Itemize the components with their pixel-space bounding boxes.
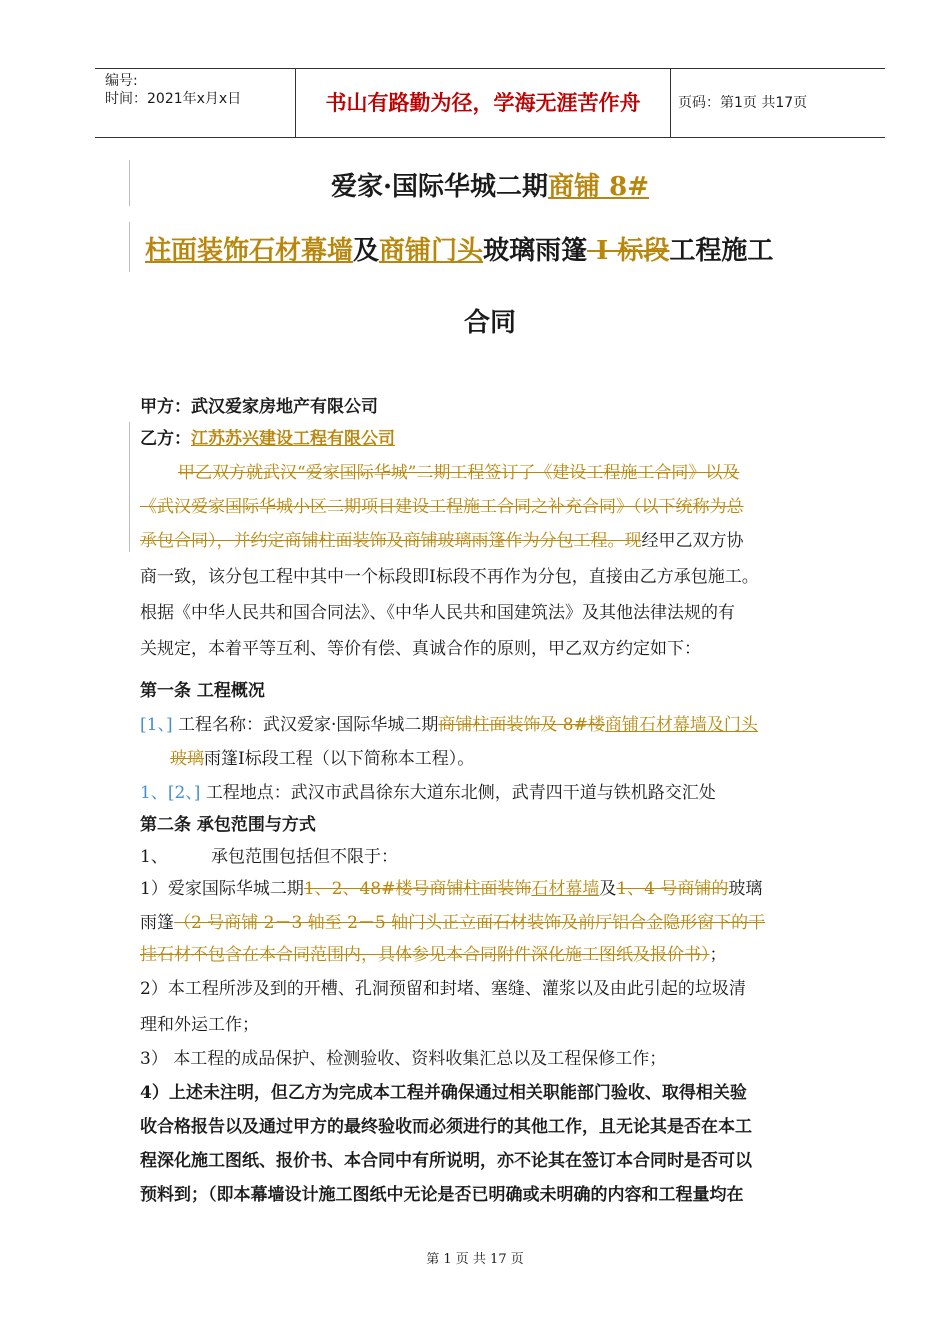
list-number: [1、] xyxy=(140,715,173,735)
item-text: 工程名称：武汉爱家·国际华城二期 xyxy=(178,715,439,735)
item-inserted: 商铺 xyxy=(604,715,639,735)
intro-line: 商一致，该分包工程中其中一个标段即Ⅰ标段不再作为分包，直接由乙方承包施工。 xyxy=(140,567,759,587)
intro-line: 根据《中华人民共和国合同法》、《中华人民共和国建筑法》及其他法律法规的有 xyxy=(140,603,735,623)
item-deleted: 1、4 号商铺的 xyxy=(616,879,729,899)
intro-deleted: 甲乙双方就武汉“爱家国际华城”二期工程签订了《建设工程施工合同》以及 xyxy=(178,463,740,483)
item-text: 雨篷Ⅰ标段工程（以下简称本工程）。 xyxy=(204,749,475,769)
article-2-item-1-cont xyxy=(140,940,727,965)
revision-bar xyxy=(129,222,130,272)
item-text: 及 xyxy=(599,879,617,899)
article-2-item-2: 2）本工程所涉及到的开槽、孔洞预留和封堵、塞缝、灌浆以及由此引起的垃圾清 xyxy=(140,979,746,999)
header-left-cell xyxy=(95,69,295,137)
article-2-heading: 第二条 承包范围与方式 xyxy=(140,815,316,835)
list-number: 1、[2、] xyxy=(140,783,201,803)
item-deleted: 商铺柱面装饰及 8#楼 xyxy=(438,715,605,735)
item-text: 工程地点：武汉市武昌徐东大道东北侧，武青四干道与铁机路交汇处 xyxy=(205,783,716,803)
intro-deleted: 《武汉爱家国际华城小区二期项目建设工程施工合同之补充合同》（以下统称为总 xyxy=(140,497,744,517)
intro-line xyxy=(140,526,744,551)
title-revision: 柱面装饰 xyxy=(145,236,250,266)
item-text: ； xyxy=(709,945,727,965)
article-2-item-3: 3） 本工程的成品保护、检测验收、资料收集汇总以及工程保修工作； xyxy=(140,1049,667,1069)
label-number: 编号: xyxy=(105,73,138,89)
article-1-item-2 xyxy=(140,778,716,803)
header-page-info: 页码：第1页 共17页 xyxy=(678,95,808,111)
title-text: 工程施工 xyxy=(669,236,774,266)
title-text: 爱家·国际华城二期 xyxy=(331,172,549,202)
header-table xyxy=(95,68,885,138)
intro-deleted: 承包合同），并约定商铺柱面装饰及商铺玻璃雨篷作为分包工程。现 xyxy=(140,531,642,551)
header-motto: 书山有路勤为径，学海无涯苦作舟 xyxy=(295,69,671,137)
item-deleted: 1、2、48#楼号商铺柱面装饰 xyxy=(303,879,532,899)
title-line-2 xyxy=(145,230,845,267)
article-1-item-1-cont xyxy=(170,744,474,769)
item-deleted: 挂石材不包含在本合同范围内，具体参见本合同附件深化施工图纸及报价书） xyxy=(140,945,710,965)
party-a: 甲方：武汉爱家房地产有限公司 xyxy=(140,397,378,417)
title-revision: 商铺 xyxy=(379,236,432,266)
party-b-name: 江苏苏兴建设工程有限公司 xyxy=(191,429,395,449)
revision-bar xyxy=(129,160,130,206)
article-2-item-4-cont: 预料到；（即本幕墙设计施工图纸中无论是否已明确或未明确的内容和工程量均在 xyxy=(140,1185,744,1205)
intro-text: 经甲乙双方协 xyxy=(641,531,744,551)
article-1-item-1 xyxy=(140,710,758,735)
article-2-item-1 xyxy=(140,874,762,899)
party-b-label: 乙方： xyxy=(140,429,191,449)
revision-bar xyxy=(129,422,130,552)
title-revision: 门头 xyxy=(431,236,484,266)
article-2-item-2-cont: 理和外运工作； xyxy=(140,1015,259,1035)
article-1-heading: 第一条 工程概况 xyxy=(140,681,265,701)
intro-line: 关规定，本着平等互利、等价有偿、真诚合作的原则，甲乙双方约定如下： xyxy=(140,639,701,659)
article-2-item-4: 4）上述未注明，但乙方为完成本工程并确保通过相关职能部门验收、取得相关验 xyxy=(140,1083,747,1103)
title-revision: 商铺 8# xyxy=(548,172,649,202)
item-deleted: 玻璃 xyxy=(170,749,204,769)
title-text: 及 xyxy=(353,236,380,266)
title-line-1 xyxy=(140,166,840,203)
title-text: 玻璃雨篷 xyxy=(483,236,588,266)
title-line-3: 合同 xyxy=(463,308,516,338)
page-footer: 第 1 页 共 17 页 xyxy=(426,1252,524,1267)
article-2-sub-1: 1、 承包范围包括但不限于： xyxy=(140,847,399,867)
article-2-item-4-cont: 收合格报告以及通过甲方的最终验收而必须进行的其他工作，且无论其是否在本工 xyxy=(140,1117,752,1137)
item-inserted: 石材幕墙及门头 xyxy=(638,715,758,735)
title-revision: 石材幕墙 xyxy=(249,236,354,266)
item-inserted: 石材幕墙 xyxy=(531,879,600,899)
item-text: 1）爱家国际华城二期 xyxy=(140,879,304,899)
item-deleted: （2 号商铺 2－3 轴至 2－5 轴门头正立面石材装饰及前厅铝合金隐形窗下的干 xyxy=(174,913,766,933)
title-deleted: I 标段 xyxy=(587,236,670,266)
item-text: 玻璃 xyxy=(728,879,763,899)
article-2-item-4-cont: 程深化施工图纸、报价书、本合同中有所说明，亦不论其在签订本合同时是否可以 xyxy=(140,1151,752,1171)
article-2-item-1-cont xyxy=(140,908,765,933)
party-b xyxy=(140,424,395,449)
item-text: 雨篷 xyxy=(140,913,174,933)
label-time: 时间：2021年x月x日 xyxy=(105,91,242,107)
